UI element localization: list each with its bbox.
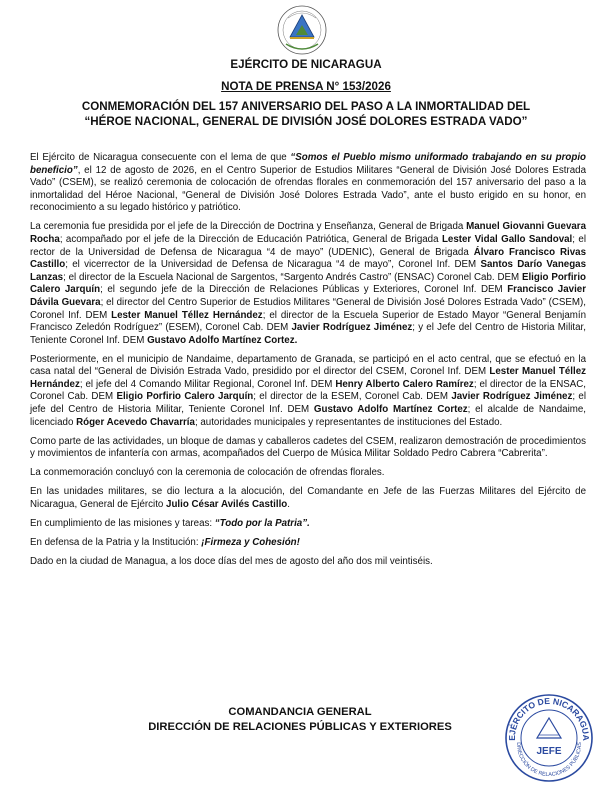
emphasized-text: Róger Acevedo Chavarría xyxy=(76,416,195,428)
text-run: ; el director de la Escuela Nacional de Sargentos, “Sargento Andrés Castro” (ENSAC) Coronel Cab. DEM xyxy=(63,271,522,283)
press-release-body xyxy=(30,152,586,575)
text-run: . xyxy=(287,498,290,510)
text-run: ; el vicerrector de la Universidad de Defensa de Nicaragua “4 de mayo”, Coronel Inf. DEM xyxy=(65,259,481,271)
headline: CONMEMORACIÓN DEL 157 ANIVERSARIO DEL PASO A LA INMORTALIDAD DEL “HÉROE NACIONAL, GENERAL DE DIVISIÓN JOSÉ DOLORES ESTRADA VADO” xyxy=(81,100,531,128)
text-run: Dado en la ciudad de Managua, a los doce días del mes de agosto del año dos mil veintiséis. xyxy=(30,555,433,567)
emphasized-text: Julio César Avilés Castillo xyxy=(166,498,288,510)
stamp-center-text: JEFE xyxy=(536,746,562,757)
text-run: ; y el Jefe del Centro de Historia Militar, Teniente Coronel Inf. DEM xyxy=(30,322,586,346)
text-run: ; el alcalde de Nandaime, licenciado xyxy=(30,404,586,428)
stamp-bottom-text: DIRECCIÓN DE RELACIONES PÚBLICAS xyxy=(514,742,584,779)
stamp-ring-text: EJÉRCITO DE NICARAGUA xyxy=(506,695,592,741)
emphasized-text: Álvaro Francisco Rivas Castillo xyxy=(30,246,586,271)
body-paragraph xyxy=(30,152,586,215)
body-paragraph xyxy=(30,436,586,461)
text-run: El Ejército de Nicaragua consecuente con el lema de que xyxy=(30,152,291,163)
text-run: ; el jefe del Centro de Historia Militar, Teniente Coronel Inf. DEM xyxy=(30,391,586,416)
emphasized-text: Lester Vidal Gallo Sandoval xyxy=(441,233,573,245)
signature-block xyxy=(100,705,500,735)
official-seal-stamp-icon xyxy=(503,692,595,784)
body-paragraph xyxy=(30,537,586,550)
text-run: En cumplimiento de las misiones y tareas: xyxy=(30,517,215,529)
emphasized-text: Javier Rodríguez Jiménez xyxy=(451,391,573,403)
text-run: ; autoridades municipales y representantes de instituciones del Estado. xyxy=(194,416,503,428)
text-run: ; el director de la ENSAC, Coronel Cab. DEM xyxy=(30,378,586,403)
emphasized-text: Gustavo Adolfo Martínez Cortez. xyxy=(147,334,298,346)
emphasized-text: “Todo por la Patria”. xyxy=(214,517,310,529)
text-run: En las unidades militares, se dio lectura a la alocución, del Comandante en Jefe de las Fuerzas Militares del Ejército de Nicaragua, General de Ejército xyxy=(30,486,586,510)
emphasized-text: “Somos el Pueblo mismo uniformado trabajando en su propio beneficio” xyxy=(30,152,587,176)
emphasized-text: Lester Manuel Téllez Hernández xyxy=(30,366,586,390)
nicaraguan-army-emblem-icon xyxy=(276,4,328,56)
body-paragraph xyxy=(30,556,586,569)
text-run: ; el rector de la Universidad de Defensa de Nicaragua “4 de mayo” (UDENIC), General de Brigada xyxy=(30,233,586,258)
text-run: La conmemoración concluyó con la ceremonia de colocación de ofrendas florales. xyxy=(30,467,385,479)
text-run: Posteriormente, en el municipio de Nandaime, departamento de Granada, se participó en el acto central, que se efectuó en la casa natal del “General de División Estrada Vado, presidido por el director del CSEM, Coronel Inf. DEM xyxy=(30,353,586,378)
organization-title: EJÉRCITO DE NICARAGUA xyxy=(230,58,382,71)
emphasized-text: Francisco Javier Dávila Guevara xyxy=(30,284,586,308)
body-paragraph xyxy=(30,467,586,480)
text-run: ; acompañado por el jefe de la Dirección de Educación Patriótica, General de Brigada xyxy=(59,233,442,245)
emphasized-text: Lester Manuel Téllez Hernández xyxy=(111,309,263,321)
text-run: La ceremonia fue presidida por el jefe de la Dirección de Doctrina y Enseñanza, General de Brigada xyxy=(30,221,467,233)
body-paragraph xyxy=(30,354,586,430)
emphasized-text: Eligio Porfirio Calero Jarquín xyxy=(30,271,586,296)
text-run: , el 12 de agosto de 2026, en el Centro Superior de Estudios Militares “General de División José Dolores Estrada Vado” (CSEM), se realizó ceremonia de colocación de ofrendas florales en conmemoración del 157 aniversario del paso a la inmortalidad del Héroe Nacional, “General de División José Dolores Estrada Vado”, ante el busto erigido en su honor, en reconocimiento a su legado histórico y patriótico. xyxy=(30,164,586,214)
emphasized-text: Gustavo Adolfo Martínez Cortez xyxy=(313,404,468,416)
emphasized-text: ¡Firmeza y Cohesión! xyxy=(201,536,300,548)
text-run: ; el jefe del 4 Comando Militar Regional, Coronel Inf. DEM xyxy=(79,378,336,390)
emphasized-text: Javier Rodríguez Jiménez xyxy=(291,322,413,334)
text-run: ; el segundo jefe de la Dirección de Relaciones Públicas y Exteriores, Coronel Inf. DEM xyxy=(100,284,508,296)
text-run: En defensa de la Patria y la Institución: xyxy=(30,536,202,548)
text-run: ; el director de la Escuela Superior de Estado Mayor “General Benjamín Francisco Zeledón Rodríguez” (ESEM), Coronel Cab. DEM xyxy=(30,309,586,334)
press-note-label: NOTA DE PRENSA N° 153/2026 xyxy=(221,80,391,93)
emphasized-text: Santos Darío Vanegas Lanzas xyxy=(30,259,586,283)
body-paragraph xyxy=(30,518,586,531)
text-run: ; el director de la ESEM, Coronel Cab. DEM xyxy=(253,391,452,403)
body-paragraph xyxy=(30,221,586,347)
emphasized-text: Eligio Porfirio Calero Jarquín xyxy=(116,391,254,403)
press-note-number xyxy=(0,80,612,93)
text-run: Como parte de las actividades, un bloque de damas y caballeros cadetes del CSEM, realizaron demostración de procedimientos y movimientos de infantería con armas, acompañados del Cuerpo de Música Militar Soldado Pedro Cabrera “Cabrerita”. xyxy=(30,435,586,460)
body-paragraph xyxy=(30,486,586,511)
signature-line-2: DIRECCIÓN DE RELACIONES PÚBLICAS Y EXTERIORES xyxy=(148,721,452,733)
emphasized-text: Henry Alberto Calero Ramírez xyxy=(335,378,474,390)
signature-line-1: COMANDANCIA GENERAL xyxy=(228,706,372,718)
emphasized-text: Manuel Giovanni Guevara Rocha xyxy=(30,221,587,245)
text-run: ; el director del Centro Superior de Estudios Militares “General de División José Dolores Estrada Vado” (CSEM), Coronel Inf. DEM xyxy=(30,296,587,321)
